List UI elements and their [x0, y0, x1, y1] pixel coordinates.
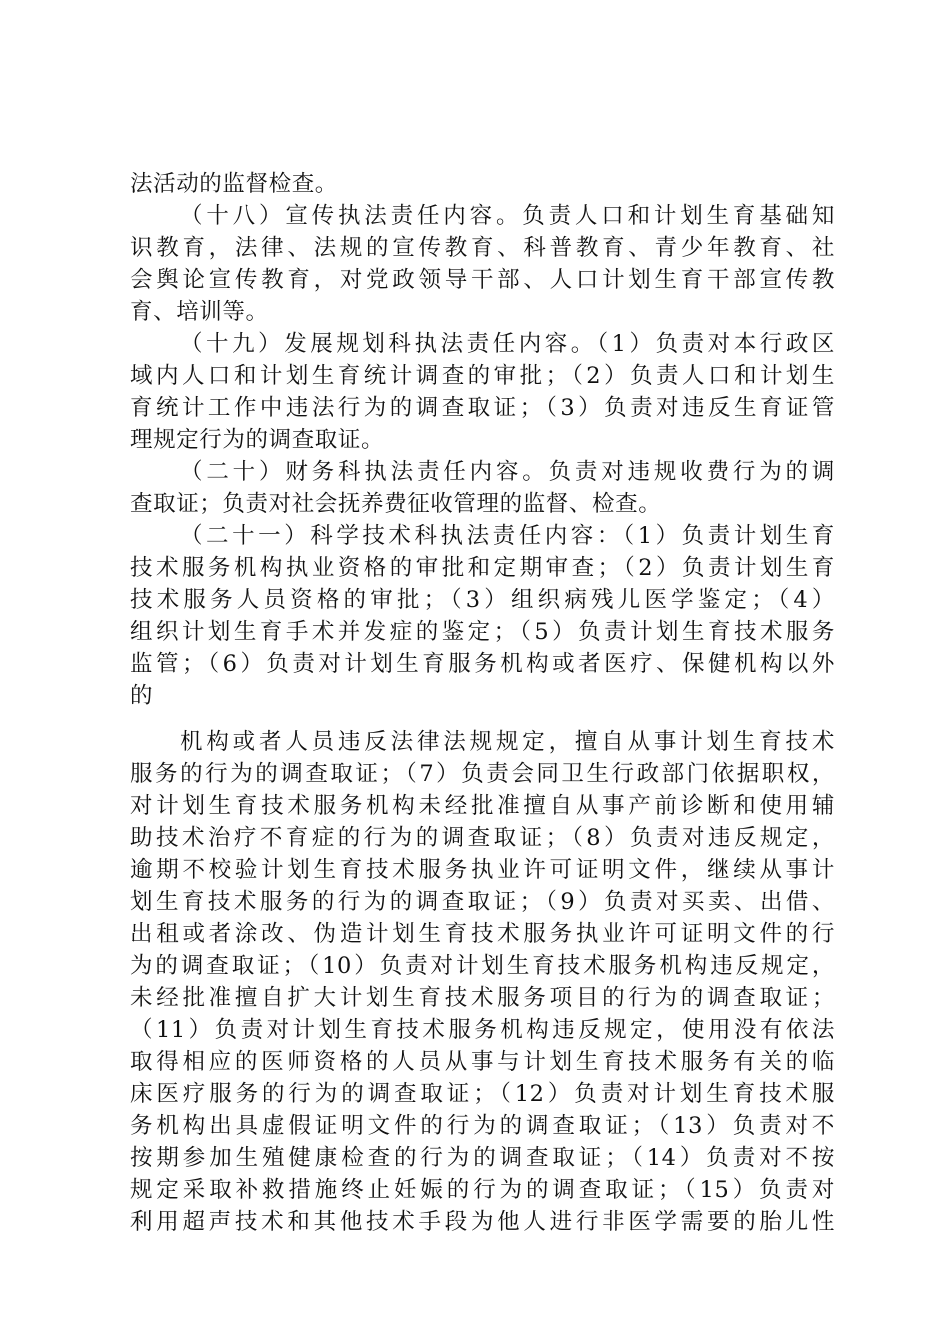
text-line: 域内人口和计划生育统计调查的审批；（2）负责人口和计划生 [130, 363, 835, 389]
text-line: （二十）财务科执法责任内容。负责对违规收费行为的调 [180, 459, 835, 485]
text-line: 规定采取补救措施终止妊娠的行为的调查取证；（15）负责对 [130, 1177, 835, 1203]
text-line: 监管；（6）负责对计划生育服务机构或者医疗、保健机构以外 [130, 651, 835, 677]
paragraph-gap [130, 712, 835, 726]
text-line: 务机构出具虚假证明文件的行为的调查取证；（13）负责对不 [130, 1113, 835, 1139]
text-line: 育、培训等。 [130, 299, 269, 325]
text-line: 法活动的监督检查。 [130, 171, 338, 197]
text-line: 理规定行为的调查取证。 [130, 427, 385, 453]
text-line: 技术服务人员资格的审批；（3）组织病残儿医学鉴定；（4） [130, 587, 835, 613]
text-line: 机构或者人员违反法律法规规定，擅自从事计划生育技术 [180, 729, 835, 755]
text-line: 划生育技术服务的行为的调查取证；（9）负责对买卖、出借、 [130, 889, 835, 915]
text-line: 为的调查取证；（10）负责对计划生育技术服务机构违反规定， [130, 953, 835, 979]
text-line: 查取证；负责对社会抚养费征收管理的监督、检查。 [130, 491, 662, 517]
text-line: 出租或者涂改、伪造计划生育技术服务执业许可证明文件的行 [130, 921, 835, 947]
text-line: （十九）发展规划科执法责任内容。（1）负责对本行政区 [180, 331, 835, 357]
text-line: （11）负责对计划生育技术服务机构违反规定，使用没有依法 [130, 1017, 835, 1043]
text-line: 利用超声技术和其他技术手段为他人进行非医学需要的胎儿性 [130, 1209, 835, 1235]
text-line: 识教育，法律、法规的宣传教育、科普教育、青少年教育、社 [130, 235, 835, 261]
text-line: 会舆论宣传教育，对党政领导干部、人口计划生育干部宣传教 [130, 267, 835, 293]
text-line: 助技术治疗不育症的行为的调查取证；（8）负责对违反规定， [130, 825, 835, 851]
text-line: 逾期不校验计划生育技术服务执业许可证明文件，继续从事计 [130, 857, 835, 883]
document-body [130, 168, 835, 1238]
text-line: 服务的行为的调查取证；（7）负责会同卫生行政部门依据职权， [130, 761, 835, 787]
text-line: （二十一）科学技术科执法责任内容：（1）负责计划生育 [180, 523, 835, 549]
text-line: 对计划生育技术服务机构未经批准擅自从事产前诊断和使用辅 [130, 793, 835, 819]
text-line: 育统计工作中违法行为的调查取证；（3）负责对违反生育证管 [130, 395, 835, 421]
text-line: 的 [130, 683, 154, 709]
text-line: 组织计划生育手术并发症的鉴定；（5）负责计划生育技术服务 [130, 619, 835, 645]
text-line: 未经批准擅自扩大计划生育技术服务项目的行为的调查取证； [130, 985, 835, 1011]
text-line: 技术服务机构执业资格的审批和定期审查；（2）负责计划生育 [130, 555, 835, 581]
text-line: （十八）宣传执法责任内容。负责人口和计划生育基础知 [180, 203, 835, 229]
text-line: 按期参加生殖健康检查的行为的调查取证；（14）负责对不按 [130, 1145, 835, 1171]
text-line: 床医疗服务的行为的调查取证；（12）负责对计划生育技术服 [130, 1081, 835, 1107]
text-line: 取得相应的医师资格的人员从事与计划生育技术服务有关的临 [130, 1049, 835, 1075]
